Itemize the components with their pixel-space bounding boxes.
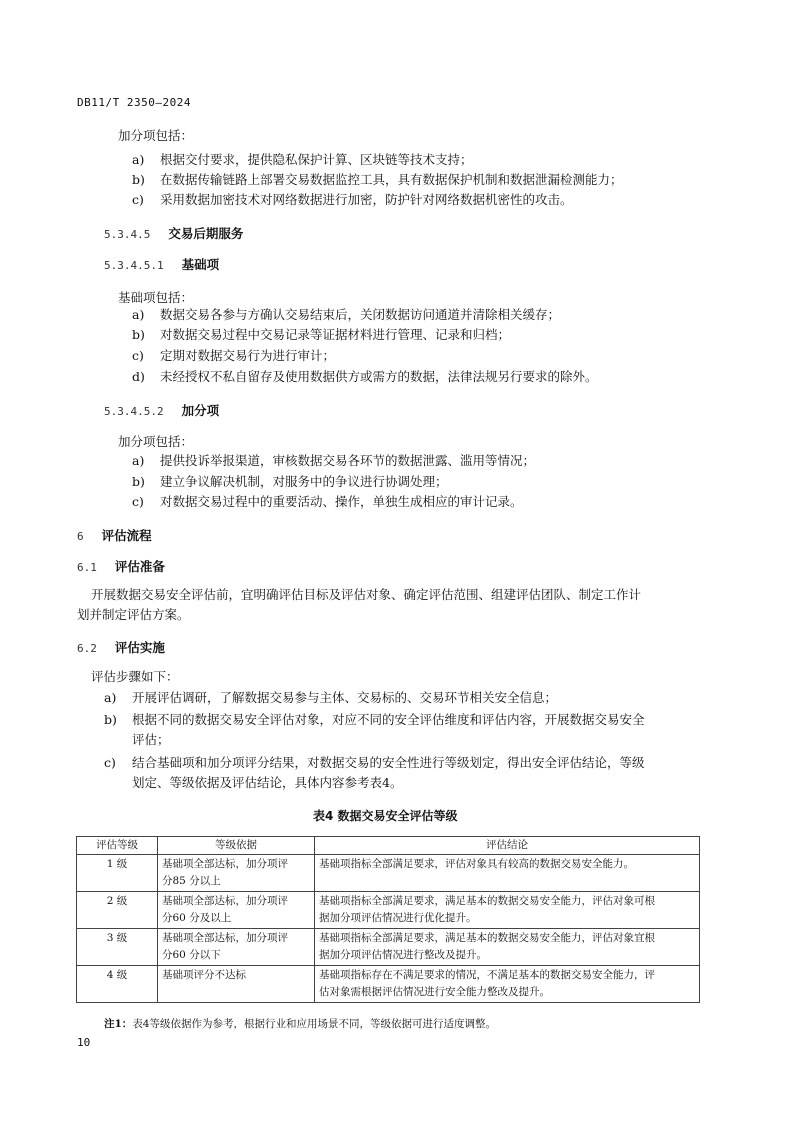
section-title: 交易后期服务 [168, 226, 244, 241]
basis-cell [158, 929, 315, 966]
basic-intro: 基础项包括： [118, 290, 194, 305]
list-text: 采用数据加密技术对网络数据进行加密，防护针对网络数据机密性的攻击。 [160, 192, 573, 207]
section-heading-62 [77, 638, 165, 656]
section-title: 加分项 [181, 403, 220, 418]
basis-line: 基础项全部达标，加分项评 [162, 895, 288, 907]
prep-text-line: 划并制定评估方案。 [77, 607, 190, 622]
section-number: 5.3.4.5.2 [104, 405, 164, 418]
list-marker: b) [132, 172, 145, 187]
standard-code-header: DB11/T 2350—2024 [77, 96, 191, 109]
list-text: 对数据交易过程中交易记录等证据材料进行管理、记录和归档； [160, 327, 511, 342]
list-marker: a) [132, 152, 145, 167]
grade-cell: 2 级 [77, 892, 158, 929]
prep-text-line: 开展数据交易安全评估前，宜明确评估目标及评估对象、确定评估范围、组建评估团队、制定工作计 [91, 587, 642, 602]
conclusion-line: 估对象需根据评估情况进行安全能力整改及提升。 [319, 986, 550, 998]
list-text: 提供投诉举报渠道，审核数据交易各环节的数据泄露、滥用等情况； [160, 453, 536, 468]
table-caption: 表4 数据交易安全评估等级 [313, 809, 458, 823]
grade-cell: 1 级 [77, 855, 158, 892]
conclusion-cell [315, 892, 700, 929]
list-marker: b) [132, 327, 145, 342]
table-row [77, 929, 700, 966]
section-heading-5345 [104, 224, 243, 242]
note-text: 表4等级依据作为参考，根据行业和应用场景不同，等级依据可进行适度调整。 [132, 1018, 496, 1030]
list-text: 数据交易各参与方确认交易结束后，关闭数据访问通道并清除相关缓存； [160, 307, 561, 322]
section-heading-53451 [104, 255, 219, 273]
list-marker: c) [132, 494, 144, 509]
basis-line: 分60 分以下 [162, 949, 221, 961]
table-row [77, 855, 700, 892]
basis-cell [158, 892, 315, 929]
page-number: 10 [77, 1036, 91, 1049]
list-marker: d) [132, 369, 145, 384]
section-number: 6 [77, 530, 84, 543]
section-title: 基础项 [181, 257, 220, 272]
table-row [77, 892, 700, 929]
list-marker: a) [132, 453, 145, 468]
list-text: 开展评估调研，了解数据交易参与主体、交易标的、交易环节相关安全信息； [132, 690, 558, 705]
section-heading-53452 [104, 401, 219, 419]
table-note [104, 1016, 496, 1031]
list-text: 对数据交易过程中的重要活动、操作，单独生成相应的审计记录。 [160, 494, 523, 509]
list-text: 根据不同的数据交易安全评估对象，对应不同的安全评估维度和评估内容，开展数据交易安全 [132, 712, 645, 727]
table-header-row [77, 837, 700, 855]
bonus-intro: 加分项包括： [118, 128, 194, 143]
basis-line: 基础项全部达标，加分项评 [162, 858, 288, 870]
conclusion-line: 据加分项评估情况进行整改及提升。 [319, 949, 487, 961]
basis-cell [158, 966, 315, 1003]
table-row [77, 966, 700, 1003]
conclusion-line: 基础项指标全部满足要求，满足基本的数据交易安全能力，评估对象宜根 [319, 932, 655, 944]
column-header: 等级依据 [158, 837, 315, 855]
bonus2-intro: 加分项包括： [118, 434, 194, 449]
section-heading-61 [77, 557, 165, 575]
list-marker: c) [132, 192, 144, 207]
section-heading-6 [77, 526, 152, 544]
list-text: 结合基础项和加分项评分结果，对数据交易的安全性进行等级划定，得出安全评估结论，等级 [132, 755, 645, 770]
list-marker: b) [132, 474, 145, 489]
list-marker: c) [104, 755, 116, 770]
list-text: 建立争议解决机制，对服务中的争议进行协调处理； [160, 474, 448, 489]
conclusion-line: 基础项指标存在不满足要求的情况，不满足基本的数据交易安全能力，评 [319, 969, 655, 981]
list-marker: a) [132, 307, 145, 322]
list-text: 评估； [132, 732, 170, 747]
list-text: 在数据传输链路上部署交易数据监控工具，具有数据保护机制和数据泄漏检测能力； [160, 172, 623, 187]
grade-cell: 4 级 [77, 966, 158, 1003]
section-title: 评估流程 [101, 528, 152, 543]
list-marker: c) [132, 348, 144, 363]
section-number: 5.3.4.5.1 [104, 259, 164, 272]
conclusion-line: 基础项指标全部满足要求，评估对象具有较高的数据交易安全能力。 [319, 858, 634, 870]
basis-cell [158, 855, 315, 892]
section-title: 评估准备 [114, 559, 165, 574]
list-marker: a) [104, 690, 117, 705]
steps-intro: 评估步骤如下： [91, 669, 179, 684]
list-text: 定期对数据交易行为进行审计； [160, 348, 336, 363]
conclusion-cell [315, 966, 700, 1003]
conclusion-cell [315, 929, 700, 966]
list-marker: b) [104, 712, 117, 727]
section-title: 评估实施 [114, 640, 165, 655]
note-label: 注1： [104, 1018, 133, 1030]
list-text: 未经授权不私自留存及使用数据供方或需方的数据，法律法规另行要求的除外。 [160, 369, 598, 384]
section-number: 5.3.4.5 [104, 228, 151, 241]
column-header: 评估等级 [77, 837, 158, 855]
column-header: 评估结论 [315, 837, 700, 855]
basis-line: 基础项评分不达标 [162, 969, 246, 981]
list-text: 根据交付要求，提供隐私保护计算、区块链等技术支持； [160, 152, 473, 167]
conclusion-line: 据加分项评估情况进行优化提升。 [319, 912, 477, 924]
conclusion-cell [315, 855, 700, 892]
basis-line: 基础项全部达标，加分项评 [162, 932, 288, 944]
conclusion-line: 基础项指标全部满足要求，满足基本的数据交易安全能力，评估对象可根 [319, 895, 655, 907]
basis-line: 分60 分及以上 [162, 912, 232, 924]
section-number: 6.1 [77, 561, 97, 574]
section-number: 6.2 [77, 642, 97, 655]
grade-table [76, 836, 700, 1003]
grade-cell: 3 级 [77, 929, 158, 966]
list-text: 划定、等级依据及评估结论，具体内容参考表4。 [132, 775, 403, 790]
basis-line: 分85 分以上 [162, 875, 221, 887]
